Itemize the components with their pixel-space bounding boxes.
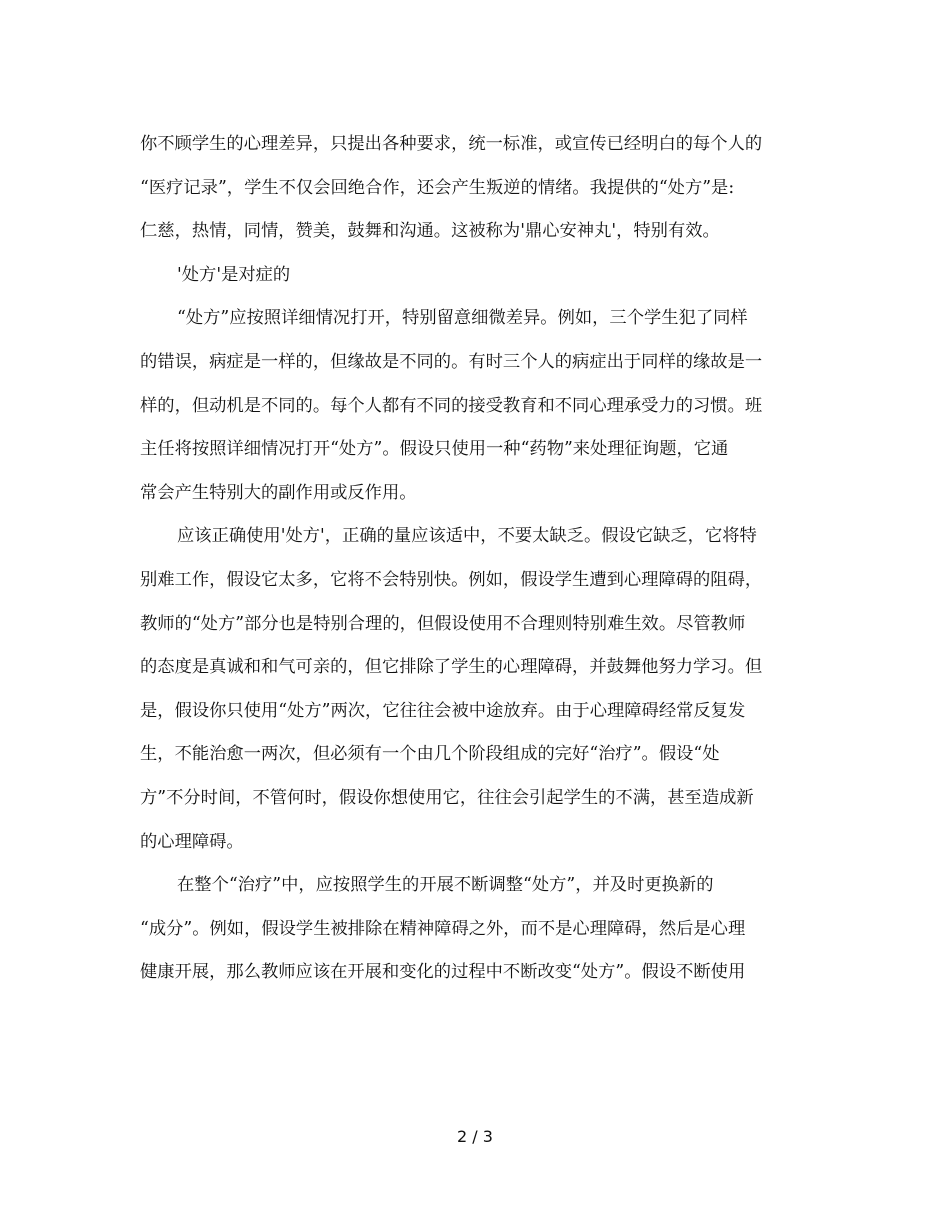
section-heading [140,254,822,298]
paragraph-2 [140,297,822,515]
document-body [140,123,822,995]
page-number: 2 / 3 [457,1127,493,1146]
text-line: 常会产生特别大的副作用或反作用。 [140,482,417,503]
text-line: 别难工作，假设它太多，它将不会特别快。例如，假设学生遭到心理障碍的阻碍， [140,569,763,590]
text-line: 的心理障碍。 [140,831,244,852]
text-line: 在整个“治疗”中，应按照学生的开展不断调整“处方”，并及时更换新的 [177,875,714,896]
paragraph-4 [140,864,822,995]
text-line: 的态度是真诚和和气可亲的，但它排除了学生的心理障碍，并鼓舞他努力学习。但 [140,657,763,678]
text-line: 教师的“处方”部分也是特别合理的，但假设使用不合理则特别难生效。尽管教师 [140,613,746,634]
text-line: “处方”应按照详细情况打开，特别留意细微差异。例如，三个学生犯了同样 [177,308,748,329]
text-line: “成分”。例如，假设学生被排除在精神障碍之外，而不是心理障碍，然后是心理 [140,918,746,939]
text-line: 你不顾学生的心理差异，只提出各种要求，统一标准，或宣传已经明白的每个人的 [140,134,763,154]
text-line: 应该正确使用'处方'，正确的量应该适中，不要太缺乏。假设它缺乏，它将特 [177,526,757,547]
heading-text: '处方'是对症的 [177,264,291,285]
text-line: “医疗记录”，学生不仅会回绝合作，还会产生叛逆的情绪。我提供的“处方”是: [140,177,735,198]
text-line: 健康开展，那么教师应该在开展和变化的过程中不断改变“处方”。假设不断使用 [140,962,746,983]
text-line: 的错误，病症是一样的，但缘故是不同的。有时三个人的病症出于同样的缘故是一 [140,351,763,372]
text-line: 生，不能治愈一两次，但必须有一个由几个阶段组成的完好“治疗”。假设“处 [140,744,720,765]
paragraph-1 [140,123,822,254]
text-line: 主任将按照详细情况打开“处方”。假设只使用一种“药物”来处理征询题，它通 [140,439,729,460]
paragraph-3 [140,515,822,864]
text-line: 样的，但动机是不同的。每个人都有不同的接受教育和不同心理承受力的习惯。班 [140,395,763,416]
text-line: 方”不分时间，不管何时，假设你想使用它，往往会引起学生的不满，甚至造成新 [140,787,754,808]
text-line: 仁慈，热情，同情，赞美，鼓舞和沟通。这被称为'鼎心安神丸'，特别有效。 [140,221,720,242]
text-line: 是，假设你只使用“处方”两次，它往往会被中途放弃。由于心理障碍经常反复发 [140,700,746,721]
